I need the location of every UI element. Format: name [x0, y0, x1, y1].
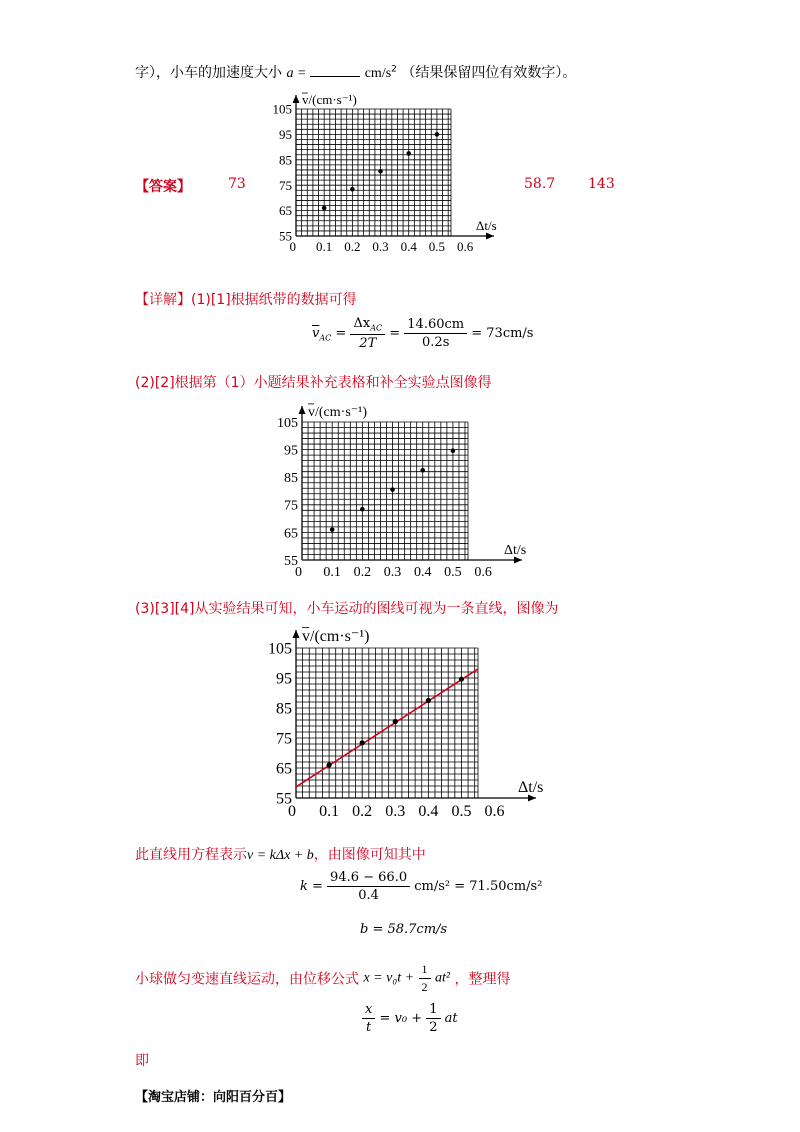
- y-tick-label: 105: [268, 640, 292, 658]
- x-tick-label: 0: [289, 239, 296, 254]
- x-tick-label: 0.2: [353, 565, 372, 580]
- ball-text: 小球做匀变速直线运动，由位移公式 x = v₀t + $\frac{1}{2}$ at² ，整理得: [135, 962, 511, 994]
- data-point: [426, 698, 431, 703]
- equation-b: b = 58.7cm/s: [360, 922, 448, 937]
- y-axis-arrow: [293, 95, 300, 103]
- x-tick-label: 0.3: [372, 239, 389, 254]
- equation-xt: $\frac{x}{t}$ = v₀ + $\frac{1}{2}$ at: [362, 1002, 458, 1035]
- chart-grid: [296, 648, 478, 798]
- y-axis-arrow: [293, 630, 300, 638]
- x-tick-label: 0: [288, 803, 296, 820]
- y-tick-label: 75: [279, 177, 292, 193]
- x-axis-label: Δt/s: [504, 543, 527, 558]
- half-frac: $\frac{1}{2}$: [419, 962, 431, 995]
- chart-grid: [302, 422, 468, 560]
- equation-vac: $\overline{v}_{AC}$ = $\frac{\Delta x_{AC}}{2T}$ = $\frac{14.60cm}{0.2s}$ = 73cm/s: [312, 316, 534, 351]
- question-line: 字），小车的加速度大小 $a = cm/s^2$ （结果保留四位有效数字）。: [135, 64, 577, 81]
- y-tick-label: 85: [276, 700, 292, 718]
- answer-label: 【答案】: [135, 179, 191, 195]
- data-point: [360, 740, 365, 745]
- eq-lhs: $\overline{v}$: [312, 325, 320, 341]
- x-tick-label: 0.4: [400, 239, 417, 254]
- answer-value-2: 58.7: [524, 176, 556, 192]
- x-tick-label: 0.1: [316, 239, 333, 254]
- y-tick-label: 95: [276, 670, 292, 688]
- chart-2: [275, 396, 535, 582]
- footer-shop: 【淘宝店铺：向阳百分百】: [135, 1090, 292, 1105]
- y-tick-label: 85: [284, 471, 298, 487]
- x-axis-label: Δt/s: [476, 218, 497, 233]
- data-point: [322, 206, 327, 211]
- data-point: [451, 448, 456, 453]
- fit-line: [296, 669, 478, 787]
- y-tick-label: 55: [279, 228, 292, 244]
- y-tick-label: 105: [277, 415, 298, 431]
- k-frac: $\frac{94.6 - 66.0}{0.4}$: [327, 870, 410, 903]
- equation-k: k = $\frac{94.6 - 66.0}{0.4}$ cm/s² = 71.50cm/s²: [300, 870, 543, 903]
- xt-frac: $\frac{x}{t}$: [362, 1002, 375, 1035]
- x-tick-label: 0.4: [418, 803, 439, 820]
- data-point: [459, 677, 464, 682]
- x-tick-label: 0.2: [352, 803, 373, 820]
- y-axis-arrow: [299, 406, 306, 414]
- chart-1: [262, 88, 502, 256]
- data-point: [393, 719, 398, 724]
- ji-text: 即: [135, 1053, 149, 1069]
- y-tick-label: 95: [279, 126, 292, 142]
- y-tick-label: 105: [272, 101, 292, 117]
- x-tick-label: 0.4: [413, 565, 432, 580]
- x-tick-label: 0.1: [319, 803, 340, 820]
- x-tick-label: 0: [295, 565, 302, 580]
- data-point: [378, 169, 383, 174]
- y-axis-label: v/(cm·s⁻¹): [302, 92, 357, 108]
- y-tick-label: 65: [284, 526, 298, 542]
- y-tick-label: 95: [284, 443, 298, 459]
- chart-3: [262, 622, 552, 832]
- answer-value-3: 143: [588, 176, 615, 192]
- data-point: [390, 487, 395, 492]
- data-point: [326, 762, 331, 767]
- x-tick-label: 0.3: [383, 565, 402, 580]
- x-tick-label: 0.1: [323, 565, 341, 580]
- data-point: [360, 507, 365, 512]
- line-eq-text: 此直线用方程表示v = kΔx + b，由图像可知其中: [135, 847, 426, 863]
- x-tick-label: 0.3: [385, 803, 406, 820]
- answer-value-1: 73: [228, 176, 246, 192]
- answer-blank: [310, 64, 360, 77]
- x-tick-label: 0.5: [444, 565, 462, 580]
- x-tick-label: 0.6: [456, 239, 474, 254]
- data-point: [435, 132, 440, 137]
- y-axis-label: v/(cm·s⁻¹): [308, 404, 368, 420]
- data-point: [330, 527, 335, 532]
- step3-text: (3)[3][4]从实验结果可知，小车运动的图线可视为一条直线，图像为: [135, 601, 559, 617]
- y-axis-label: v/(cm·s⁻¹): [302, 628, 370, 646]
- y-tick-label: 75: [276, 730, 292, 748]
- half-frac-2: $\frac{1}{2}$: [426, 1002, 440, 1035]
- y-tick-label: 75: [284, 498, 298, 514]
- y-tick-label: 65: [276, 760, 292, 778]
- x-tick-label: 0.5: [428, 239, 446, 254]
- y-tick-label: 65: [279, 203, 292, 219]
- eq-frac-1: $\frac{\Delta x_{AC}}{2T}$: [350, 316, 385, 351]
- detail-heading: 【详解】(1)[1]根据纸带的数据可得: [135, 292, 357, 308]
- x-axis-label: Δt/s: [518, 779, 544, 796]
- x-tick-label: 0.2: [344, 239, 361, 254]
- step2-text: (2)[2]根据第（1）小题结果补充表格和补全实验点图像得: [135, 375, 492, 391]
- chart-grid: [296, 109, 451, 236]
- x-tick-label: 0.5: [451, 803, 472, 820]
- x-tick-label: 0.6: [474, 565, 492, 580]
- y-tick-label: 85: [279, 152, 292, 168]
- x-axis-arrow: [486, 233, 494, 240]
- x-tick-label: 0.6: [484, 803, 505, 820]
- eq-frac-2: $\frac{14.60cm}{0.2s}$: [404, 317, 467, 350]
- y-tick-label: 55: [276, 790, 292, 808]
- y-tick-label: 55: [284, 553, 298, 569]
- data-point: [406, 151, 411, 156]
- data-point: [350, 187, 355, 192]
- chart-axes: [293, 95, 495, 240]
- data-point: [420, 468, 425, 473]
